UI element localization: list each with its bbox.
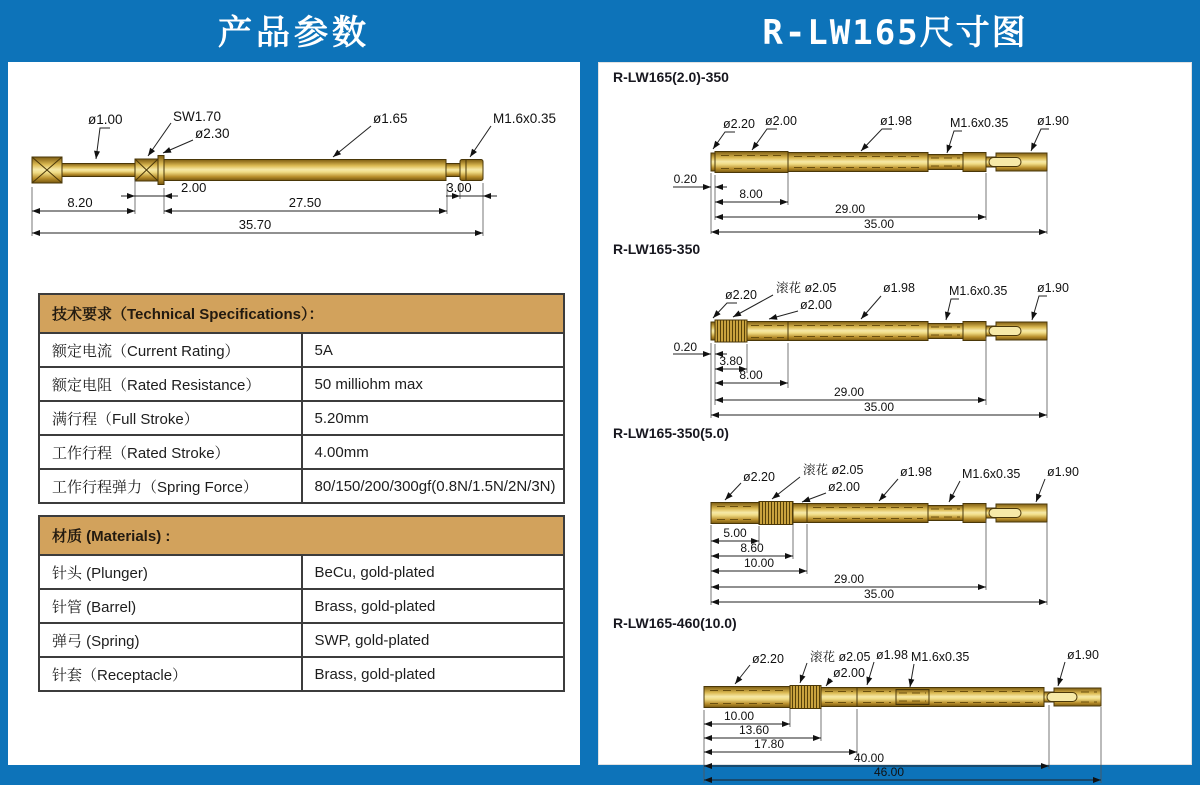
dimension-lines [673,338,1047,418]
dim-value: 0.20 [673,340,697,354]
dim-value: 3.00 [446,180,472,195]
diameter-labels [88,109,556,159]
materials-table [38,515,565,692]
spec-label: 额定电流（Current Rating） [39,333,302,367]
product-parameters-panel [8,62,580,765]
thread-label: M1.6x0.35 [950,116,1009,130]
variant-block [599,609,1191,785]
dim-value: 10.00 [723,709,755,723]
diameter-labels [713,281,1069,320]
spec-label: 额定电阻（Rated Resistance） [39,367,302,401]
dim-value: 8.60 [740,541,764,555]
spec-label: 工作行程（Rated Stroke） [39,435,302,469]
dia-label: ø1.90 [1047,465,1079,479]
pin-drawing [704,686,1101,709]
table-row [39,589,564,623]
material-value: BeCu, gold-plated [302,555,565,589]
dimension-drawings-panel [598,62,1192,779]
probe-overview-drawing [18,95,573,250]
spec-value: 5A [302,333,565,367]
variant-name: R-LW165(2.0)-350 [613,69,729,85]
dim-value: 3.80 [719,354,743,368]
dim-value: 35.00 [863,400,895,414]
dim-value: 29.00 [833,385,865,399]
table-row [39,367,564,401]
dia-label: ø2.30 [195,126,230,141]
dimension-lines [711,520,1047,605]
spec-value: 80/150/200/300gf(0.8N/1.5N/2N/3N) [302,469,565,503]
thread-label: M1.6x0.35 [949,284,1008,298]
pin-drawing [32,156,483,185]
table-header-row [39,516,564,555]
material-label: 针管 (Barrel) [39,589,302,623]
material-label: 针套（Receptacle） [39,657,302,691]
variant-drawing-1 [599,87,1184,235]
dim-value: 27.50 [288,195,322,210]
dim-value: 35.70 [238,217,272,232]
dia-label: ø1.98 [900,465,932,479]
thread-label: M1.6x0.35 [962,467,1021,481]
pin-drawing [711,152,1047,173]
table-row [39,435,564,469]
dia-label: SW1.70 [173,109,222,124]
spec-value: 50 milliohm max [302,367,565,401]
technical-specifications-table [38,293,565,504]
dia-label: ø1.00 [88,112,123,127]
table-row [39,401,564,435]
spec-value: 4.00mm [302,435,565,469]
dia-label: ø2.20 [743,470,775,484]
dim-value: 17.80 [753,737,785,751]
dia-label: ø2.20 [725,288,757,302]
dia-label: ø2.00 [833,666,865,680]
table-row [39,657,564,691]
material-label: 针头 (Plunger) [39,555,302,589]
variant-drawing-3 [599,443,1184,609]
variant-name: R-LW165-350 [613,241,701,257]
dim-value: 29.00 [833,572,865,586]
dimension-lines [704,705,1101,783]
dia-label: ø1.98 [883,281,915,295]
dim-value: 2.00 [181,180,207,195]
table-row [39,333,564,367]
dia-label: ø2.20 [752,652,784,666]
dim-value: 8.20 [67,195,93,210]
dim-value: 8.00 [739,187,763,201]
dim-value: 8.00 [739,368,763,382]
table-header-row [39,294,564,333]
dim-value: 35.00 [863,217,895,231]
knurl-label: 滚花 ø2.05 [776,281,837,295]
knurl-label: 滚花 ø2.05 [810,650,871,664]
table-row [39,623,564,657]
dia-label: ø2.20 [723,117,755,131]
spec-value: 5.20mm [302,401,565,435]
variant-name: R-LW165-350(5.0) [613,425,729,441]
dia-label: ø1.90 [1067,648,1099,662]
dia-label: ø1.65 [373,111,408,126]
material-value: Brass, gold-plated [302,589,565,623]
left-panel-title: 产品参数 [218,14,370,52]
spec-label: 工作行程弹力（Spring Force） [39,469,302,503]
dia-label: ø1.98 [876,648,908,662]
variant-block [599,235,1191,419]
dim-value: 5.00 [723,526,747,540]
dia-label: ø1.90 [1037,281,1069,295]
dim-value: 10.00 [743,556,775,570]
dia-label: ø2.00 [828,480,860,494]
knurl-label: 滚花 ø2.05 [803,463,864,477]
dimension-lines [32,180,497,236]
diameter-labels [725,463,1079,502]
material-value: SWP, gold-plated [302,623,565,657]
diameter-labels [713,114,1069,153]
diameter-labels [735,648,1099,687]
variant-block [599,419,1191,609]
variant-name: R-LW165-460(10.0) [613,615,737,631]
dim-value: 40.00 [853,751,885,765]
dim-value: 13.60 [738,723,770,737]
dia-label: ø1.98 [880,114,912,128]
variant-block [599,63,1191,235]
materials-table-header: 材质 (Materials) : [39,516,564,555]
dim-value: 46.00 [873,765,905,779]
variant-drawing-2 [599,259,1184,419]
dia-label: ø1.90 [1037,114,1069,128]
thread-label: M1.6x0.35 [911,650,970,664]
pin-drawing [711,502,1047,525]
dim-value: 29.00 [834,202,866,216]
dim-value: 0.20 [673,172,697,186]
dia-label: ø2.00 [765,114,797,128]
material-label: 弹弓 (Spring) [39,623,302,657]
material-value: Brass, gold-plated [302,657,565,691]
spec-label: 满行程（Full Stroke） [39,401,302,435]
table-row [39,469,564,503]
right-panel-title: R-LW165尺寸图 [762,13,1028,53]
dim-value: 35.00 [863,587,895,601]
dimension-lines [673,171,1047,234]
table-row [39,555,564,589]
pin-drawing [711,320,1047,342]
variant-drawing-4 [599,633,1184,785]
dia-label: ø2.00 [800,298,832,312]
thread-label: M1.6x0.35 [493,111,557,126]
spec-table-header: 技术要求（Technical Specifications）： [39,294,564,333]
